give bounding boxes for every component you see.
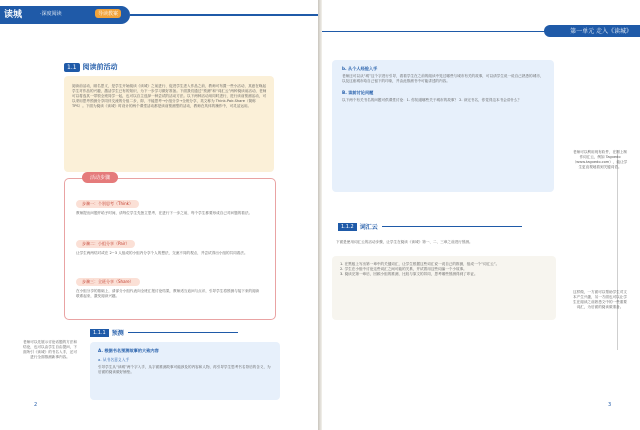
steps-list	[340, 262, 548, 277]
subsection-number: 1.1.2	[338, 223, 357, 231]
box-text: 以下两个有关书名的问题可供课堂讨论：1. 你知道哪些关于城市的故事？ 2. 读完书名，你觉得这本书会讲什么？	[342, 98, 522, 102]
header-rule	[130, 14, 318, 16]
box-subheading: a. 从书名意义入手	[98, 357, 130, 362]
margin-divider	[617, 150, 618, 350]
header-badge: 导读教案	[95, 9, 121, 18]
step-heading: 步骤二：小组分享（Pair）	[76, 240, 135, 248]
left-header	[0, 0, 318, 30]
step-text: 教师提出问题并给予时间，请每位学生先独立思考，在进行下一步之前，每个学生都要形成自己对问题的看法。	[76, 211, 253, 215]
box-text: 老师还可以从“城”这个字进行引导，看看学生在之前的阅读中见过哪些与城市有关的故事，可以请学生说一说自己熟悉的城市，以及这座城市给自己留下的印象，并由此推测书中可能讲述的内容。	[342, 74, 544, 83]
step-heading: 步骤三：全班分享（Share）	[76, 278, 140, 286]
section-heading	[64, 62, 118, 72]
box-heading: B. 读前讨论问题	[342, 90, 374, 95]
subsection-number: 1.1.1	[90, 329, 109, 337]
intro-text: 阅读前活动，顾名思义，是学生开始阅读《读城》之前进行、促进学生进入作品之前，教师可布置一些小活动，其意在唤起学生对作品的兴趣，激活学生已有的知识，为下一步学习做好准备。下面我们通过“预测”和“词汇云”两种阅读前活动，老师可以将选其一带领全班同学一起，也可以自主选择一种尝试的活动方法。以下两种活动用同时进行，进行读前预测活动，可以采用思考预测分享同伴交流的分组二步，即，不能思考→小组分享→全班分享，英文称为 Think-Pair-Share（简称 TPS）。下面为阅读《读城》时设计的两个课堂活动都是读前预测型的活动，教师在具体的操作中，可灵活运用。	[72, 84, 267, 108]
right-page	[322, 0, 640, 430]
list-item: 2. 学生在小组中讨论这些词汇之间可能的关系，并试着用这些词编一个小故事。	[340, 267, 467, 271]
header-tagline: ·深度阅读	[40, 11, 62, 17]
intro-box	[64, 76, 274, 172]
step-text: 让学生两两结对或在 2~3 人组成的小组内分享个人的想法，交流不同的观点，并尝试得出小组的共同看法。	[76, 251, 248, 255]
steps-tag: 活动步骤	[82, 172, 118, 183]
left-page	[0, 0, 318, 430]
subsection-title: 词汇云	[359, 224, 378, 231]
page-number: 3	[608, 402, 612, 408]
margin-note: 老师可以利用现有软件，在网上制作词汇云，例如 Tagxedo（www.tagxedo.com），能让学生更直观地看到关键词语。	[572, 150, 628, 169]
list-item: 1. 在黑板上写出第一章中的关键词汇，让学生根据这些词汇说一说自己的推测，组成一个“词汇云”。	[340, 262, 500, 266]
subsection-heading	[338, 222, 522, 231]
page-number: 2	[34, 402, 38, 408]
subsection-rule	[382, 226, 522, 227]
prediction-box	[90, 342, 280, 400]
step-item	[76, 190, 260, 216]
margin-note: 这样做，一方面可以帮助学生对文本产生兴趣，另一方面也可以让学生在阅读之前熟悉文中的一些重要词汇，为后面的阅读做准备。	[573, 290, 627, 309]
step-item	[76, 268, 260, 299]
step-text: 在小组分享的基础上，请部分小组代表向全班汇报讨论结果，教师适当追问与点评，引导学生将预测与接下来的阅读联系起来，激发阅读兴趣。	[76, 289, 260, 298]
steps-list-box	[332, 256, 556, 320]
box-heading: A. 根据书名预测故事的大致内容	[98, 348, 159, 353]
subsection-title: 预测	[111, 330, 124, 337]
brand-logo: 读城	[4, 10, 23, 20]
subsection-rule	[128, 332, 238, 333]
discussion-box	[332, 60, 554, 192]
margin-note: 老师可以先展示讨论话题的方法和结论，也可以由学生自由提问，下面所引《读城》的书名入手，还可进行全面推测新事内容。	[23, 340, 77, 359]
section-title: 阅读前活动	[82, 63, 118, 71]
unit-title: 第一单元 走入《读城》	[570, 28, 632, 35]
step-heading: 步骤一：个别思考（Think）	[76, 200, 139, 208]
vocab-intro: 下面是使用词汇云的活动步骤，让学生在阅读《读城》第一、二、三章之前进行预测。	[336, 240, 473, 244]
step-item	[76, 230, 260, 256]
subsection-heading	[90, 328, 238, 337]
section-number: 1.1	[64, 63, 80, 72]
box-text: 引导学生从“读城”两个字入手，从字面推测故事可能涉及的内容和人物，再引导学生思考书名背后的含义，为后面的阅读做好铺垫。	[98, 365, 271, 374]
box-heading: b. 从个人经验入手	[342, 66, 378, 71]
list-item: 3. 阅读完第一章后，回顾小组的推测，比较与原文的异同，思考哪些预测得到了印证。	[340, 272, 478, 276]
